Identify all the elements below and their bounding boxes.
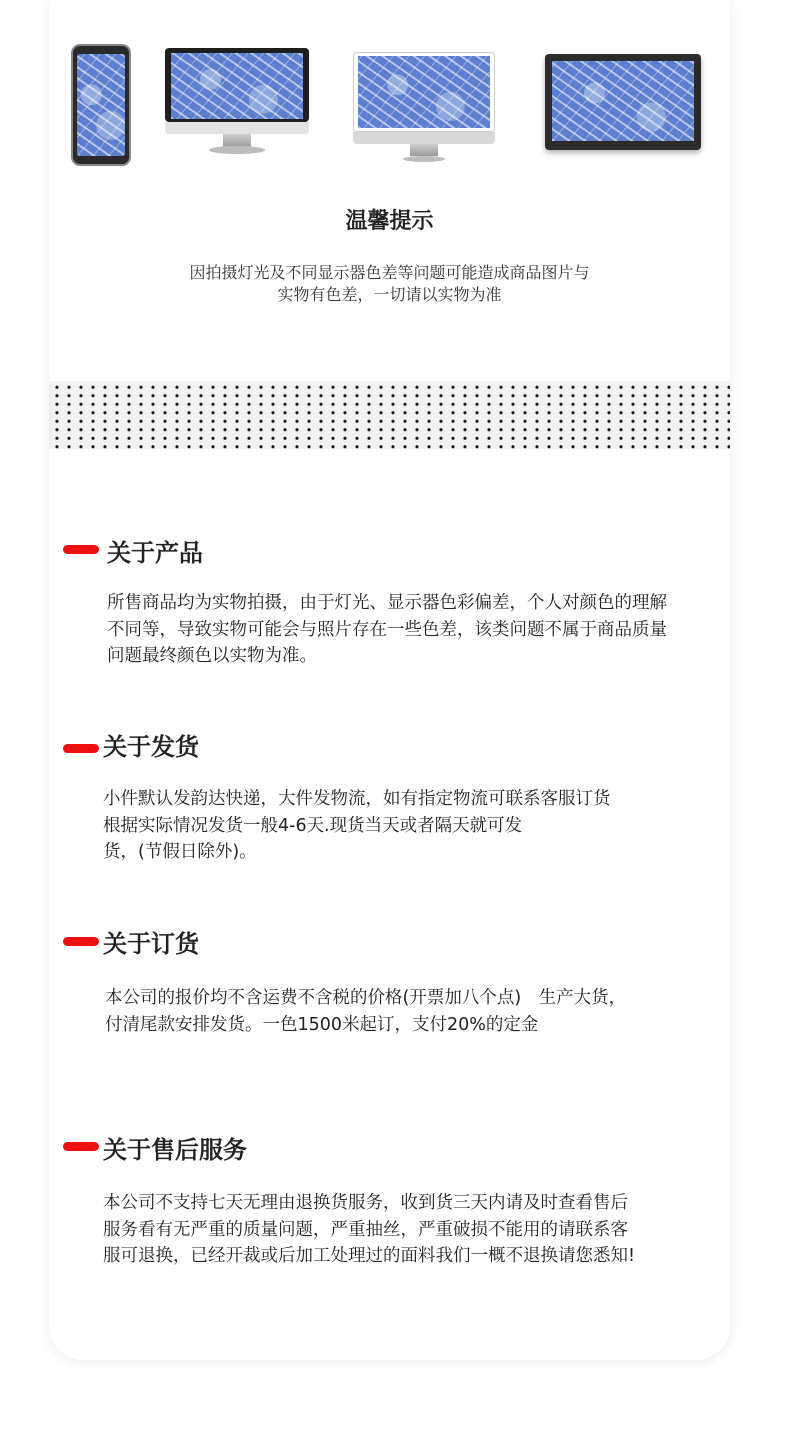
section-marker [63, 937, 99, 946]
notice-title: 温馨提示 [345, 209, 434, 234]
device-preview-row [49, 0, 730, 180]
desktop-monitor-image [165, 48, 309, 160]
section-line: 问题最终颜色以实物为准。 [107, 646, 317, 666]
section-marker [63, 1142, 99, 1151]
section-line: 服可退换，已经开裁或后加工处理过的面料我们一概不退换请您悉知! [103, 1246, 636, 1266]
section-body [103, 1190, 728, 1270]
notice-line: 实物有色差，一切请以实物为准 [277, 285, 502, 304]
section-line: 付清尾款安排发货。一色1500米起订，支付20%的定金 [105, 1014, 539, 1035]
dotted-divider [49, 381, 730, 449]
info-card [49, 0, 730, 1360]
desktop-monitor-image [353, 52, 495, 164]
section-line: 货，(节假日除外)。 [103, 842, 257, 862]
section-marker [63, 744, 99, 753]
section-body [103, 786, 728, 866]
section-line: 本公司的报价均不含运费不含税的价格(开票加八个点) 生产大货， [105, 988, 627, 1008]
section-line: 根据实际情况发货一般4-6天.现货当天或者隔天就可发 [103, 815, 523, 836]
notice-line: 因拍摄灯光及不同显示器色差等问题可能造成商品图片与 [189, 263, 590, 282]
phone-device-image [71, 44, 131, 166]
section-line: 小件默认发韵达快递，大件发物流，如有指定物流可联系客服订货 [103, 789, 611, 809]
section-title: 关于售后服务 [103, 1136, 247, 1164]
section-marker [63, 545, 99, 554]
section-line: 不同等，导致实物可能会与照片存在一些色差，该类问题不属于商品质量 [107, 619, 667, 640]
notice-text [149, 262, 630, 306]
section-title: 关于发货 [103, 733, 199, 761]
section-line: 服务看有无严重的质量问题，严重抽丝，严重破损不能用的请联系客 [103, 1219, 628, 1240]
section-body [105, 985, 730, 1038]
section-title: 关于订货 [103, 930, 199, 958]
section-title: 关于产品 [107, 539, 203, 567]
tablet-device-image [545, 54, 701, 152]
section-line: 所售商品均为实物拍摄，由于灯光、显示器色彩偏差，个人对颜色的理解 [107, 593, 667, 613]
section-line: 本公司不支持七天无理由退换货服务，收到货三天内请及时查看售后 [103, 1193, 628, 1213]
section-body [107, 590, 730, 670]
